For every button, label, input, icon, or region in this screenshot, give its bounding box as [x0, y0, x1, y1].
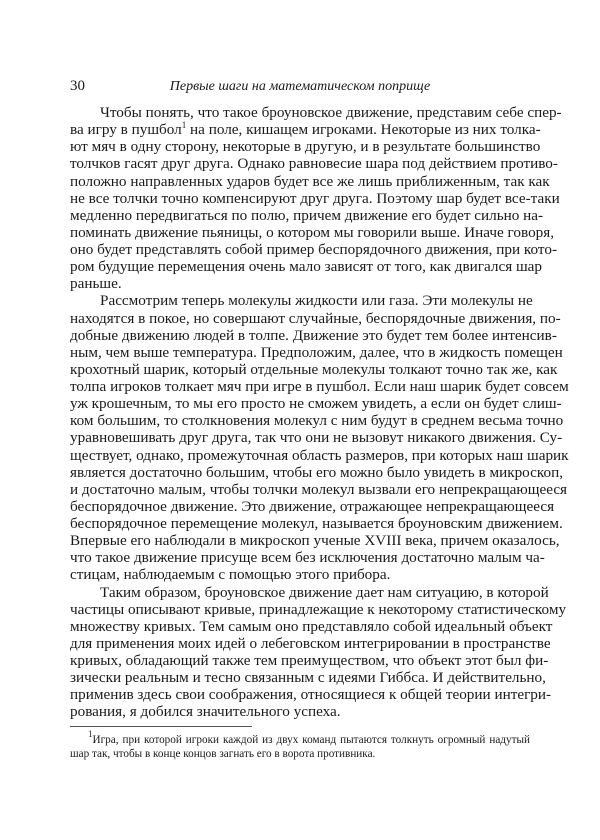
text-line: уж крошечным, то мы его просто не сможем увидеть, а если он будет слиш-	[70, 395, 562, 413]
text-line: поминать движение пьяницы, о котором мы говорили выше. Иначе говоря,	[70, 223, 555, 241]
page-number: 30	[70, 78, 85, 94]
footnote	[70, 729, 530, 761]
text-line: применив здесь свои соображения, относящиеся к общей теории интегри-	[70, 686, 552, 704]
paragraph	[70, 583, 567, 721]
text-line: ком большим, то столкновения молекул с ним будут в среднем весьма точно	[70, 412, 564, 430]
text-line: толпа игроков толкает мяч при игре в пушбол. Если наш шарик будет совсем	[70, 378, 569, 395]
text-line: раньше.	[70, 275, 122, 293]
text-line: и достаточно малым, чтобы толчки молекул вызвали его непрекращающееся	[70, 480, 568, 498]
footnote-text: Игра, при которой игроки каждой из двух команд пытаются толкнуть огромный надутый	[92, 734, 530, 746]
text-line: уравновешивать друг друга, так что они не вызовут никакого движения. Су-	[70, 429, 563, 447]
text-line: Рассмотрим теперь молекулы жидкости или газа. Эти молекулы не	[100, 292, 533, 310]
text-line: множеству кривых. Тем самым оно представляло собой идеальный объект	[70, 617, 553, 635]
paragraph	[70, 292, 569, 584]
text-line: добные движению людей в толпе. Движение это будет тем более интенсив-	[70, 326, 557, 344]
text-line: что такое движение присуще всем без исключения достаточно малым ча-	[70, 549, 545, 567]
footnote-line	[70, 729, 530, 747]
text-line: стицам, наблюдаемым с помощью этого прибора.	[70, 566, 391, 584]
text-line: медленно передвигаться по полю, причем движение его будет сильно на-	[70, 206, 544, 224]
text-line: находятся в покое, но совершают случайные, беспорядочные движения, по-	[70, 309, 561, 327]
text-line: положно направленных ударов будет все же лишь приближенным, так как	[70, 172, 550, 190]
text-line: ют мяч в одну сторону, некоторые в другую, и в результате большинство	[70, 138, 541, 156]
text-line: толчков гасят друг друга. Однако равновесие шара под действием противо-	[70, 155, 558, 173]
text-line: беспорядочное движение. Это движение, отражающее непрекращающееся	[70, 497, 555, 515]
running-head: Первые шаги на математическом поприще	[169, 79, 431, 94]
text-line: крохотный шарик, который отдельные молекулы толкают точно так же, как	[70, 360, 558, 378]
text-line: рования, я добился значительного успеха.	[70, 703, 341, 721]
footnote-line: шар так, чтобы в конце концов загнать его в ворота противника.	[70, 748, 376, 760]
text-line: ществует, однако, промежуточная область размеров, при которых наш шарик	[70, 446, 569, 464]
footnote-marker: 1	[88, 729, 93, 739]
text-line: ным, чем выше температура. Предположим, далее, что в жидкость помещен	[70, 343, 563, 361]
footnote-rule	[70, 726, 252, 727]
text-line: не все толчки точно компенсируют друг друга. Поэтому шар будет все-таки	[70, 189, 560, 207]
text-line: является достаточно большим, чтобы его можно было увидеть в микроскоп,	[70, 463, 564, 481]
text-line: зически реальным и тесно связанным с идеями Гиббса. И действительно,	[70, 669, 546, 687]
text-line: ром будущие перемещения очень мало зависят от того, как двигался шар	[70, 258, 543, 276]
text-line: Впервые его наблюдали в микроскоп ученые XVIII века, причем оказалось,	[70, 532, 560, 550]
text-line: оно будет представлять собой пример беспорядочного движения, при кото-	[70, 241, 558, 258]
body-text	[70, 104, 569, 721]
paragraph	[70, 104, 562, 293]
text-segment: на поле, кишащем игроками. Некоторые из них толка-	[186, 121, 541, 139]
text-segment: ва игру в пушбол	[70, 121, 182, 139]
text-line: беспорядочное перемещение молекул, называется броуновским движением.	[70, 515, 563, 532]
text-line	[70, 120, 541, 139]
text-line: Чтобы понять, что такое броуновское движение, представим себе спер-	[100, 104, 562, 121]
text-line: Таким образом, броуновское движение дает нам ситуацию, в которой	[100, 583, 549, 601]
text-line: частицы описывают кривые, принадлежащие к некоторому статистическому	[70, 600, 567, 618]
text-line: кривых, обладающий также тем преимуществом, что объект этот был фи-	[70, 652, 549, 669]
footnote-reference[interactable]: 1	[181, 120, 187, 131]
text-line: для применения моих идей о лебеговском интегрировании в пространстве	[70, 634, 551, 652]
